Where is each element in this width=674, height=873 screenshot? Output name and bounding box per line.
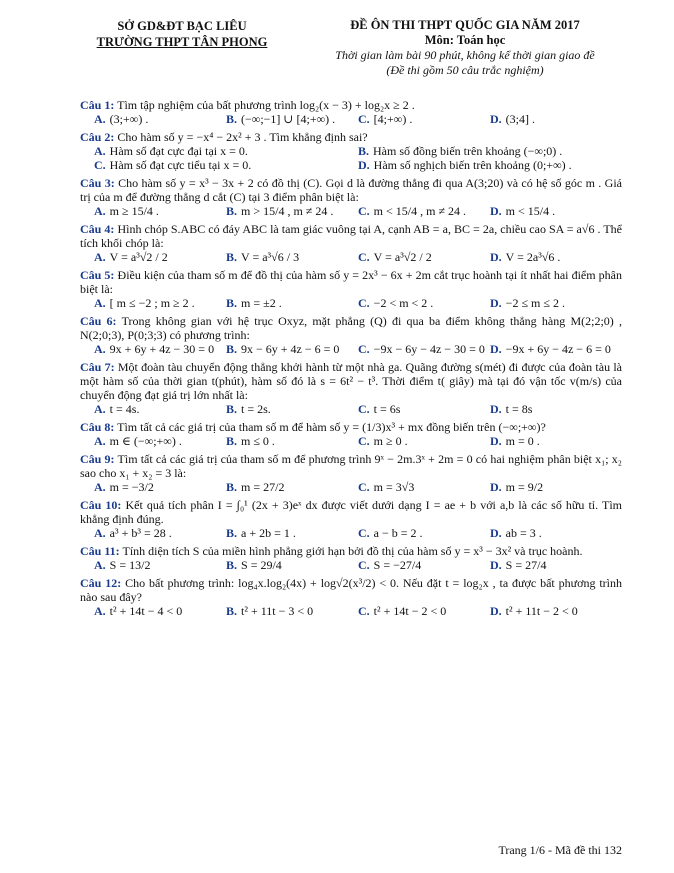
answer-option	[490, 112, 622, 126]
question-body: Tính diện tích S của miền hình phẳng giới hạn bởi đồ thị của hàm số y = x³ − 3x² và trục hoành.	[122, 544, 583, 558]
option-text: ab = 3 .	[505, 526, 542, 540]
question	[80, 544, 622, 572]
question-number: Câu 2:	[80, 130, 115, 144]
option-letter: A.	[94, 342, 106, 356]
option-letter: D.	[490, 112, 502, 126]
option-letter: B.	[226, 250, 238, 264]
duration: Thời gian làm bài 90 phút, không kể thời gian giao đề	[335, 48, 595, 62]
option-letter: A.	[94, 558, 106, 572]
question-number: Câu 1:	[80, 98, 115, 112]
option-text: Hàm số đồng biến trên khoảng (−∞;0) .	[373, 144, 563, 158]
question-body: Trong không gian với hệ trục Oxyz, mặt phẳng (Q) đi qua ba điểm không thẳng hàng M(2;2;0) , N(2;0;3), P(0;3;3) có phương trình:	[80, 314, 622, 342]
answer-option	[490, 296, 622, 310]
option-letter: C.	[358, 604, 370, 618]
option-text: t = 6s	[373, 402, 401, 416]
page-footer: Trang 1/6 - Mã đề thi 132	[498, 843, 622, 857]
answer-options	[80, 434, 622, 448]
option-text: −2 < m < 2 .	[373, 296, 434, 310]
question	[80, 498, 622, 540]
option-letter: D.	[358, 158, 370, 172]
option-text: 9x − 6y + 4z − 6 = 0	[241, 342, 340, 356]
answer-option	[94, 158, 358, 172]
question-body: Kết quả tích phân I = ∫₀¹ (2x + 3)eˣ dx được viết dưới dạng I = ae + b với a,b là các số hữu tỉ. Tìm khẳng định đúng.	[80, 498, 622, 526]
question	[80, 452, 622, 494]
answer-option	[358, 296, 490, 310]
question	[80, 176, 622, 218]
question-number: Câu 8:	[80, 420, 115, 434]
department-name: SỞ GD&ĐT BẠC LIÊU	[117, 19, 247, 33]
option-text: (3;4] .	[505, 112, 535, 126]
answer-option	[358, 204, 490, 218]
answer-option	[490, 604, 622, 618]
option-text: t² + 11t − 2 < 0	[505, 604, 578, 618]
option-text: m = 3√3	[373, 480, 415, 494]
option-letter: D.	[490, 250, 502, 264]
option-letter: D.	[490, 342, 502, 356]
answer-option	[226, 604, 358, 618]
answer-option	[490, 434, 622, 448]
answer-option	[490, 558, 622, 572]
answer-option	[490, 250, 622, 264]
option-text: −2 ≤ m ≤ 2 .	[505, 296, 565, 310]
option-letter: C.	[358, 434, 370, 448]
option-text: [4;+∞) .	[373, 112, 413, 126]
answer-options	[80, 558, 622, 572]
option-letter: A.	[94, 480, 106, 494]
header-left	[82, 18, 282, 50]
answer-option	[94, 250, 226, 264]
option-text: −9x − 6y − 4z − 30 = 0	[373, 342, 485, 356]
option-text: t² + 14t − 2 < 0	[373, 604, 447, 618]
option-letter: B.	[226, 402, 238, 416]
answer-option	[358, 558, 490, 572]
answer-option	[358, 604, 490, 618]
answer-options	[80, 480, 622, 494]
answer-option	[226, 558, 358, 572]
answer-option	[94, 342, 226, 356]
answer-option	[358, 250, 490, 264]
option-letter: A.	[94, 402, 106, 416]
option-letter: B.	[226, 526, 238, 540]
answer-option	[490, 480, 622, 494]
question-text	[80, 452, 622, 480]
option-letter: D.	[490, 480, 502, 494]
option-text: S = 13/2	[109, 558, 151, 572]
question-body: Tìm tất cả các giá trị của tham số m để hàm số y = (1/3)x³ + mx đồng biến trên (−∞;+∞)?	[117, 420, 546, 434]
option-text: m < 15/4 , m ≠ 24 .	[373, 204, 467, 218]
option-text: S = −27/4	[373, 558, 422, 572]
option-letter: A.	[94, 112, 106, 126]
option-letter: B.	[358, 144, 370, 158]
option-text: t² + 11t − 3 < 0	[241, 604, 314, 618]
question-number: Câu 12:	[80, 576, 122, 590]
answer-options	[80, 342, 622, 356]
option-letter: A.	[94, 204, 106, 218]
answer-options	[80, 526, 622, 540]
option-letter: C.	[358, 204, 370, 218]
option-text: V = 2a³√6 .	[505, 250, 561, 264]
answer-options	[80, 204, 622, 218]
option-text: S = 29/4	[241, 558, 282, 572]
answer-options	[80, 296, 622, 310]
answer-option	[490, 402, 622, 416]
answer-option	[94, 604, 226, 618]
question-number: Câu 9:	[80, 452, 115, 466]
option-letter: D.	[490, 402, 502, 416]
question	[80, 576, 622, 618]
question-body: Cho hàm số y = x³ − 3x + 2 có đồ thị (C). Gọi d là đường thẳng đi qua A(3;20) và có hệ số góc m . Giá trị của m để đường thẳng d cắt (C) tại 3 điểm phân biệt là:	[80, 176, 622, 204]
question-text	[80, 420, 622, 434]
question-body: Tìm tập nghiệm của bất phương trình log₂(x − 3) + log₂x ≥ 2 .	[117, 98, 415, 112]
question-number: Câu 6:	[80, 314, 117, 328]
question-number: Câu 4:	[80, 222, 115, 236]
answer-option	[490, 526, 622, 540]
answer-option	[358, 402, 490, 416]
option-text: m = 9/2	[505, 480, 544, 494]
option-text: (3;+∞) .	[109, 112, 149, 126]
option-letter: C.	[358, 526, 370, 540]
option-letter: B.	[226, 604, 238, 618]
option-text: m = −3/2	[109, 480, 154, 494]
option-text: m ∈ (−∞;+∞) .	[109, 434, 182, 448]
option-letter: C.	[358, 480, 370, 494]
question	[80, 98, 622, 126]
option-text: m = 0 .	[505, 434, 540, 448]
answer-option	[490, 342, 622, 356]
answer-option	[358, 158, 622, 172]
question-text	[80, 498, 622, 526]
answer-option	[226, 480, 358, 494]
option-letter: A.	[94, 604, 106, 618]
option-text: V = a³√2 / 2	[109, 250, 168, 264]
option-letter: C.	[358, 112, 370, 126]
option-letter: C.	[358, 342, 370, 356]
option-letter: A.	[94, 144, 106, 158]
question-body: Tìm tất cả các giá trị của tham số m để phương trình 9ˣ − 2m.3ˣ + 2m = 0 có hai nghiệm phân biệt x₁; x₂ sao cho x₁ + x₂ = 3 là:	[80, 452, 622, 480]
option-text: −9x + 6y − 4z − 6 = 0	[505, 342, 611, 356]
answer-options	[80, 604, 622, 618]
subject: Môn: Toán học	[424, 33, 506, 47]
option-letter: D.	[490, 204, 502, 218]
answer-option	[94, 204, 226, 218]
option-letter: B.	[226, 558, 238, 572]
exam-note: (Đề thi gồm 50 câu trắc nghiệm)	[386, 63, 544, 77]
question-body: Điều kiện của tham số m để đồ thị của hàm số y = 2x³ − 6x + 2m cắt trục hoành tại ít nhất hai điểm phân biệt là:	[80, 268, 623, 296]
answer-option	[226, 342, 358, 356]
option-letter: B.	[226, 480, 238, 494]
option-text: [ m ≤ −2 ; m ≥ 2 .	[109, 296, 195, 310]
option-text: t = 4s.	[109, 402, 140, 416]
answer-option	[490, 204, 622, 218]
question	[80, 130, 622, 172]
option-letter: A.	[94, 296, 106, 310]
option-text: 9x + 6y + 4z − 30 = 0	[109, 342, 215, 356]
answer-option	[94, 526, 226, 540]
option-text: t = 2s.	[241, 402, 271, 416]
option-letter: B.	[226, 296, 238, 310]
question-body: Hình chóp S.ABC có đáy ABC là tam giác vuông tại A, cạnh AB = a, BC = 2a, chiều cao SA = a√6 . Thể tích khối chóp là:	[80, 222, 622, 250]
answer-option	[358, 434, 490, 448]
answer-option	[358, 526, 490, 540]
option-letter: D.	[490, 604, 502, 618]
question-body: Cho hàm số y = −x⁴ − 2x² + 3 . Tìm khẳng định sai?	[117, 130, 368, 144]
option-text: a³ + b³ = 28 .	[109, 526, 172, 540]
option-text: m ≥ 15/4 .	[109, 204, 159, 218]
answer-option	[94, 434, 226, 448]
option-letter: D.	[490, 296, 502, 310]
option-letter: B.	[226, 204, 238, 218]
option-text: Hàm số đạt cực tiểu tại x = 0.	[109, 158, 252, 172]
question	[80, 268, 622, 310]
question-body: Một đoàn tàu chuyển động thẳng khởi hành từ một nhà ga. Quãng đường s(mét) đi được của đoàn tàu là một hàm số của thời gian t(phút), hàm số đó là s = 6t² − t³. Thời điểm t( giây) mà tại đó vận tốc v(m/s) của chuyển động đạt giá trị lớn nhất là:	[80, 360, 623, 402]
answer-option	[226, 526, 358, 540]
answer-options	[80, 144, 622, 172]
option-text: a − b = 2 .	[373, 526, 423, 540]
option-letter: A.	[94, 526, 106, 540]
option-letter: D.	[490, 558, 502, 572]
answer-option	[358, 112, 490, 126]
answer-option	[94, 296, 226, 310]
question-text	[80, 98, 622, 112]
option-text: t = 8s	[505, 402, 533, 416]
option-letter: C.	[358, 250, 370, 264]
answer-option	[226, 112, 358, 126]
question-number: Câu 5:	[80, 268, 115, 282]
option-text: a + 2b = 1 .	[241, 526, 296, 540]
option-text: t² + 14t − 4 < 0	[109, 604, 183, 618]
option-text: (−∞;−1] ∪ [4;+∞) .	[241, 112, 336, 126]
school-name: TRƯỜNG THPT TÂN PHONG	[96, 35, 268, 49]
question-number: Câu 3:	[80, 176, 115, 190]
answer-option	[358, 144, 622, 158]
option-text: m ≥ 0 .	[373, 434, 408, 448]
answer-options	[80, 250, 622, 264]
question-text	[80, 576, 622, 604]
question	[80, 314, 622, 356]
question-text	[80, 268, 622, 296]
answer-option	[94, 558, 226, 572]
question	[80, 360, 622, 416]
question-text	[80, 176, 622, 204]
question-text	[80, 314, 622, 342]
exam-title: ĐỀ ÔN THI THPT QUỐC GIA NĂM 2017	[350, 18, 580, 32]
option-text: S = 27/4	[505, 558, 547, 572]
option-text: m = ±2 .	[241, 296, 282, 310]
option-text: Hàm số đạt cực đại tại x = 0.	[109, 144, 248, 158]
answer-options	[80, 402, 622, 416]
option-letter: B.	[226, 434, 238, 448]
option-text: V = a³√6 / 3	[241, 250, 300, 264]
option-text: V = a³√2 / 2	[373, 250, 432, 264]
option-letter: B.	[226, 342, 238, 356]
question-list	[80, 98, 622, 622]
header-right	[300, 18, 630, 78]
option-letter: A.	[94, 250, 106, 264]
answer-option	[94, 402, 226, 416]
answer-option	[358, 342, 490, 356]
answer-option	[226, 204, 358, 218]
option-letter: A.	[94, 434, 106, 448]
option-letter: D.	[490, 526, 502, 540]
option-text: m = 27/2	[241, 480, 285, 494]
question	[80, 222, 622, 264]
question-number: Câu 7:	[80, 360, 115, 374]
question	[80, 420, 622, 448]
option-letter: C.	[358, 296, 370, 310]
option-text: m > 15/4 , m ≠ 24 .	[241, 204, 334, 218]
answer-options	[80, 112, 622, 126]
answer-option	[226, 402, 358, 416]
answer-option	[226, 250, 358, 264]
answer-option	[226, 296, 358, 310]
question-body: Cho bất phương trình: log₄x.log₂(4x) + log√2(x³/2) < 0. Nếu đặt t = log₂x , ta được bất phương trình nào sau đây?	[80, 576, 623, 604]
option-text: m ≤ 0 .	[241, 434, 275, 448]
option-text: Hàm số nghịch biến trên khoảng (0;+∞) .	[373, 158, 572, 172]
answer-option	[94, 480, 226, 494]
question-text	[80, 130, 622, 144]
option-letter: C.	[358, 558, 370, 572]
question-text	[80, 360, 622, 402]
answer-option	[94, 112, 226, 126]
answer-option	[226, 434, 358, 448]
question-text	[80, 222, 622, 250]
answer-option	[358, 480, 490, 494]
option-text: m < 15/4 .	[505, 204, 556, 218]
option-letter: B.	[226, 112, 238, 126]
answer-option	[94, 144, 358, 158]
question-number: Câu 11:	[80, 544, 120, 558]
option-letter: C.	[358, 402, 370, 416]
option-letter: C.	[94, 158, 106, 172]
question-text	[80, 544, 622, 558]
option-letter: D.	[490, 434, 502, 448]
question-number: Câu 10:	[80, 498, 122, 512]
